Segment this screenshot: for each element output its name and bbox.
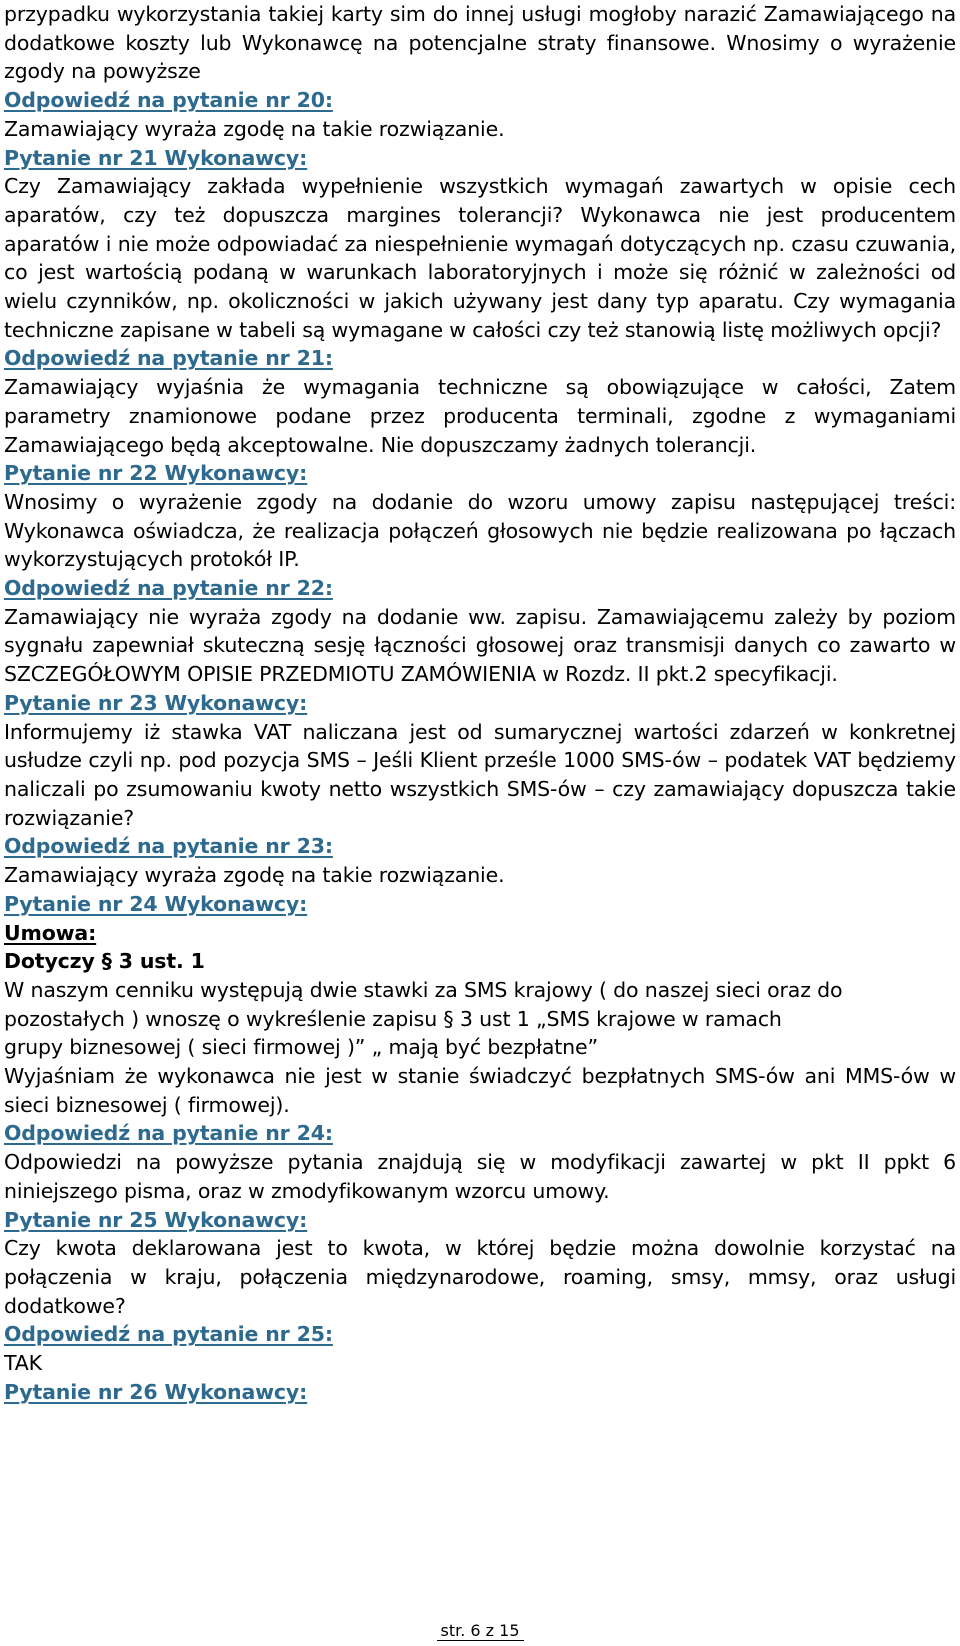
answer-heading-22: Odpowiedź na pytanie nr 22:	[4, 576, 333, 601]
answer-heading-24: Odpowiedź na pytanie nr 24:	[4, 1121, 333, 1146]
answer-heading-25: Odpowiedź na pytanie nr 25:	[4, 1322, 333, 1347]
question-text-22: Wnosimy o wyrażenie zgody na dodanie do wzoru umowy zapisu następującej treści: Wykonawca oświadcza, że realizacja połączeń głosowych nie będzie realizowana po łączach wykorzystujących protokół IP.	[4, 489, 956, 572]
document-page	[4, 0, 956, 1406]
question-heading-26: Pytanie nr 26 Wykonawcy:	[4, 1379, 308, 1404]
answer-heading-23: Odpowiedź na pytanie nr 23:	[4, 834, 333, 859]
answer-text-21: Zamawiający wyjaśnia że wymagania techniczne są obowiązujące w całości, Zatem parametry znamionowe podane przez producenta terminali, zgodne z wymaganiami Zamawiającego będą akceptowalne. Nie dopuszczamy żadnych tolerancji.	[4, 375, 956, 457]
question-heading-23: Pytanie nr 23 Wykonawcy:	[4, 690, 308, 715]
contract-reference: Dotyczy § 3 ust. 1	[4, 949, 205, 974]
document-body	[4, 0, 956, 1406]
page-number: str. 6 z 15	[437, 1621, 524, 1641]
question-text-24a: W naszym cenniku występują dwie stawki za SMS krajowy ( do naszej sieci oraz do pozostałych ) wnoszę o wykreślenie zapisu § 3 ust 1 „SMS krajowe w ramach	[4, 977, 843, 1031]
answer-text-20: Zamawiający wyraża zgodę na takie rozwiązanie.	[4, 116, 505, 141]
question-heading-24: Pytanie nr 24 Wykonawcy:	[4, 891, 308, 916]
answer-text-22: Zamawiający nie wyraża zgody na dodanie ww. zapisu. Zamawiającemu zależy by poziom sygnału zapewniał skuteczną sesję łączności głosowej oraz transmisji danych co zawarto w SZCZEGÓŁOWYM OPISIE PRZEDMIOTU ZAMÓWIENIA w Rozdz. II pkt.2 specyfikacji.	[4, 604, 956, 687]
answer-text-25: TAK	[4, 1351, 42, 1376]
answer-text-23: Zamawiający wyraża zgodę na takie rozwiązanie.	[4, 863, 505, 888]
continued-text: przypadku wykorzystania takiej karty sim do innej usługi mogłoby narazić Zamawiającego na dodatkowe koszty lub Wykonawcę na potencjalne straty finansowe. Wnosimy o wyrażenie zgody na powyższe	[4, 2, 956, 84]
question-heading-21: Pytanie nr 21 Wykonawcy:	[4, 145, 308, 170]
question-heading-25: Pytanie nr 25 Wykonawcy:	[4, 1207, 308, 1232]
question-text-24c: Wyjaśniam że wykonawca nie jest w stanie świadczyć bezpłatnych SMS-ów ani MMS-ów w sieci biznesowej ( firmowej).	[4, 1064, 956, 1117]
answer-heading-20: Odpowiedź na pytanie nr 20:	[4, 88, 333, 113]
question-heading-22: Pytanie nr 22 Wykonawcy:	[4, 461, 308, 486]
page-footer	[0, 1621, 960, 1641]
answer-heading-21: Odpowiedź na pytanie nr 21:	[4, 346, 333, 371]
question-text-24b: grupy biznesowej ( sieci firmowej )” „ mają być bezpłatne”	[4, 1035, 598, 1060]
question-text-25: Czy kwota deklarowana jest to kwota, w której będzie można dowolnie korzystać na połączenia w kraju, połączenia międzynarodowe, roaming, smsy, mmsy, oraz usługi dodatkowe?	[4, 1236, 956, 1318]
question-text-21: Czy Zamawiający zakłada wypełnienie wszystkich wymagań zawartych w opisie cech aparatów, czy też dopuszcza margines tolerancji? Wykonawca nie jest producentem aparatów i nie może odpowiadać za niespełnienie wymagań dotyczących np. czasu czuwania, co jest wartością podaną w warunkach laboratoryjnych i może się różnić w zależności od wielu czynników, np. okoliczności w jakich używany jest dany typ aparatu. Czy wymagania techniczne zapisane w tabeli są wymagane w całości czy też stanowią listę możliwych opcji?	[4, 174, 956, 342]
answer-text-24: Odpowiedzi na powyższe pytania znajdują się w modyfikacji zawartej w pkt II ppkt 6 niniejszego pisma, oraz w zmodyfikowanym wzorcu umowy.	[4, 1150, 956, 1203]
question-text-23: Informujemy iż stawka VAT naliczana jest od sumarycznej wartości zdarzeń w konkretnej usłudze czyli np. pod pozycja SMS – Jeśli Klient prześle 1000 SMS-ów – podatek VAT będziemy naliczali po zsumowaniu kwoty netto wszystkich SMS-ów – czy zamawiający dopuszcza takie rozwiązanie?	[4, 719, 956, 830]
contract-subheading: Umowa:	[4, 920, 97, 945]
